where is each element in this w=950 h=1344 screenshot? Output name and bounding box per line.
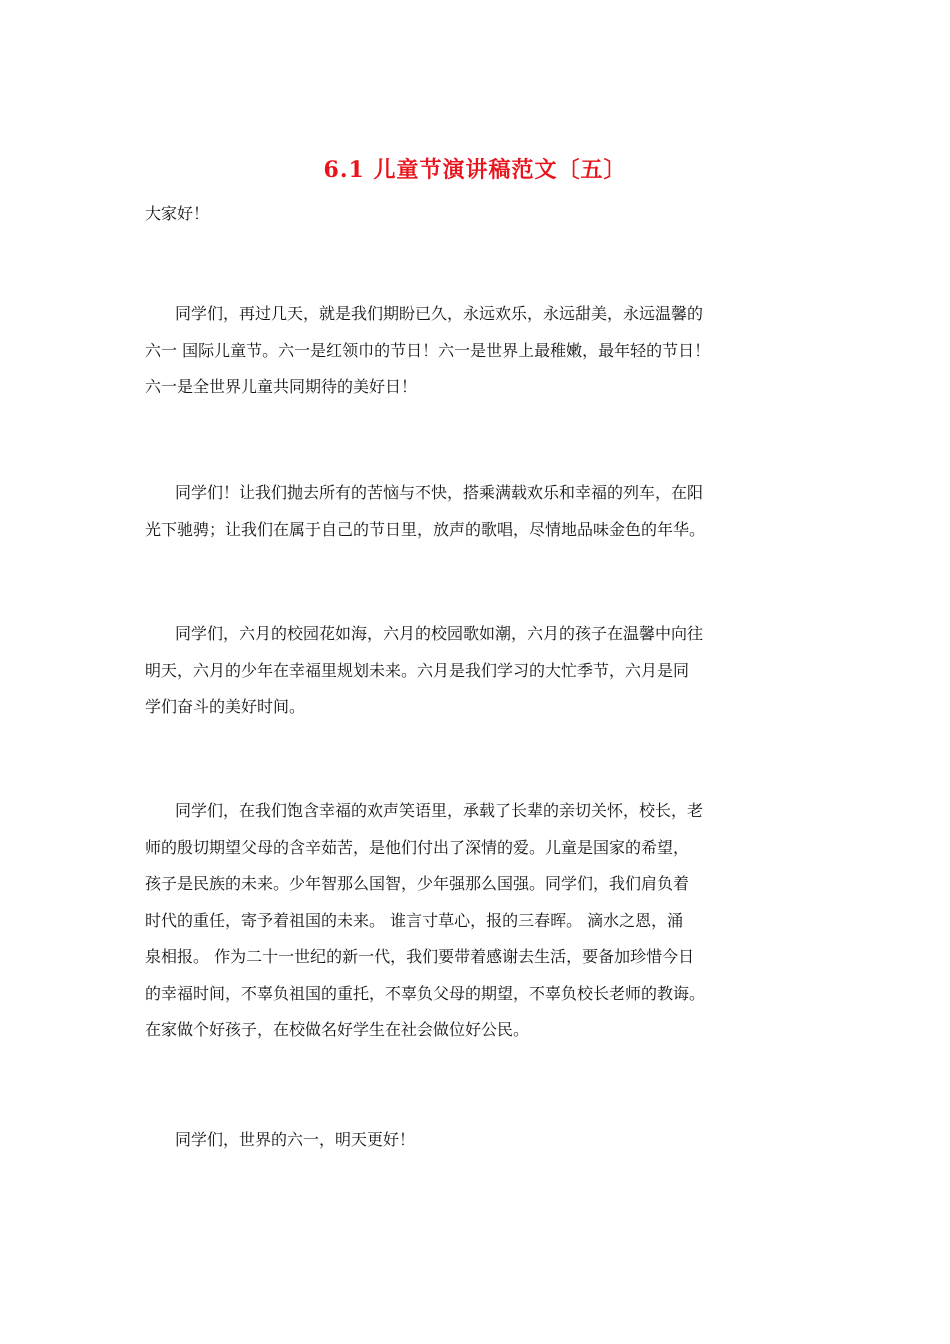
paragraph-line: 师的殷切期望父母的含辛茹苦，是他们付出了深情的爱。儿童是国家的希望， xyxy=(145,837,690,857)
paragraph-line: 的幸福时间，不辜负祖国的重托，不辜负父母的期望，不辜负校长老师的教诲。 xyxy=(145,983,706,1003)
document-title: 6.1 儿童节演讲稿范文〔五〕 xyxy=(323,157,627,183)
paragraph-line: 时代的重任，寄予着祖国的未来。 谁言寸草心，报的三春晖。 滴水之恩，涌 xyxy=(145,910,684,930)
paragraph-line: 同学们，六月的校园花如海，六月的校园歌如潮，六月的孩子在温馨中向往 xyxy=(175,624,704,643)
paragraph-4 xyxy=(145,793,815,1049)
paragraph-1 xyxy=(145,296,815,406)
paragraph-line: 明天，六月的少年在幸福里规划未来。六月是我们学习的大忙季节，六月是同 xyxy=(145,660,690,680)
paragraph-line: 同学们，在我们饱含幸福的欢声笑语里，承载了长辈的亲切关怀，校长，老 xyxy=(175,801,704,820)
paragraph-2 xyxy=(145,475,815,548)
paragraph-5 xyxy=(145,1122,815,1159)
paragraph-line: 六一是全世界儿童共同期待的美好日！ xyxy=(145,377,418,396)
paragraph-line: 同学们！让我们抛去所有的苦恼与不快，搭乘满载欢乐和幸福的列车，在阳 xyxy=(175,483,704,502)
paragraph-line: 同学们，再过几天，就是我们期盼已久，永远欢乐，永远甜美，永远温馨的 xyxy=(175,304,704,323)
paragraph-line: 孩子是民族的未来。少年智那么国智，少年强那么国强。同学们，我们肩负着 xyxy=(145,874,690,893)
greeting-text: 大家好！ xyxy=(145,204,210,223)
paragraph-line: 同学们，世界的六一，明天更好！ xyxy=(175,1130,416,1149)
paragraph-line: 光下驰骋；让我们在属于自己的节日里，放声的歌唱，尽情地品味金色的年华。 xyxy=(145,519,706,539)
paragraph-line: 六一 国际儿童节。六一是红领巾的节日！六一是世界上最稚嫩，最年轻的节日！ xyxy=(145,340,711,360)
paragraph-3 xyxy=(145,616,815,726)
paragraph-line: 泉相报。 作为二十一世纪的新一代，我们要带着感谢去生活，要备加珍惜今日 xyxy=(145,947,695,966)
paragraph-line: 学们奋斗的美好时间。 xyxy=(145,697,306,716)
paragraph-line: 在家做个好孩子，在校做名好学生在社会做位好公民。 xyxy=(145,1020,530,1039)
